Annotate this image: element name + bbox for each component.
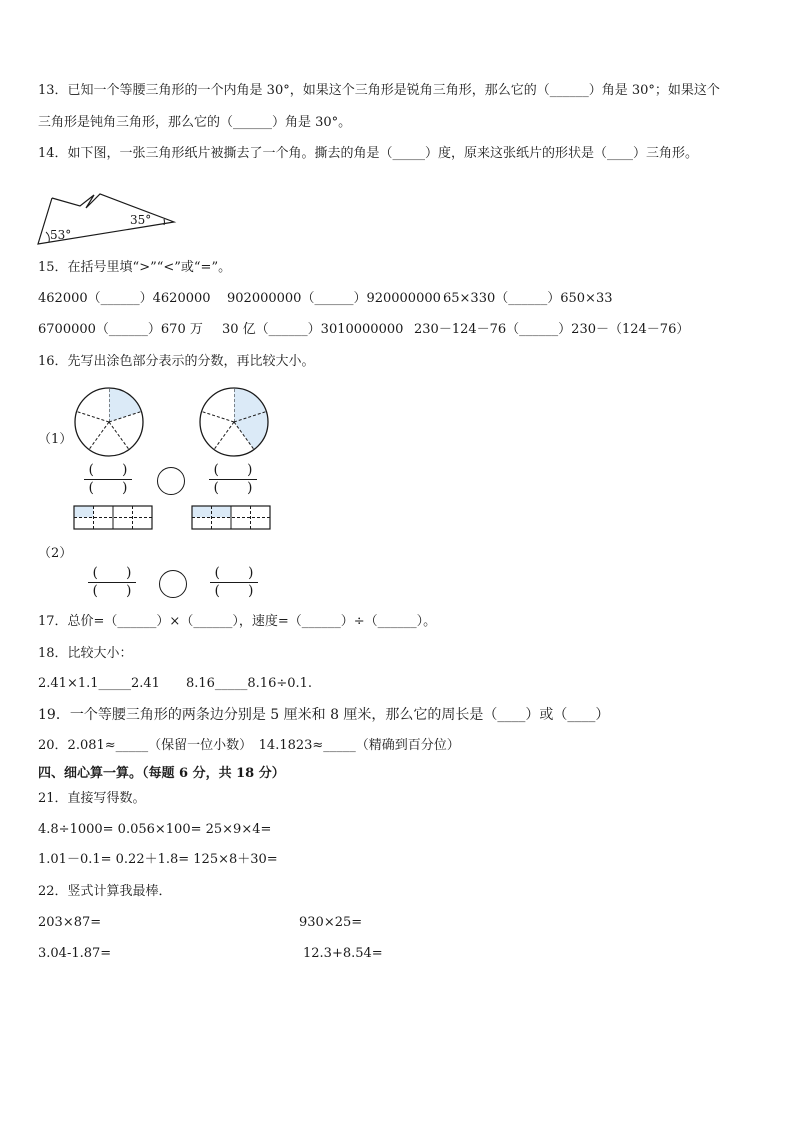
- section-4-title: 四、细心算一算。（每题 6 分，共 18 分）: [38, 766, 285, 781]
- q22-item-b: 930×25=: [299, 915, 363, 930]
- fraction-denominator: ( ): [88, 480, 128, 496]
- circle-right-figure: [197, 385, 271, 459]
- q21-row2: 1.01－0.1= 0.22＋1.8= 125×8＋30=: [38, 852, 278, 867]
- q22-item-c: 3.04-1.87=: [38, 946, 112, 961]
- fraction-denominator: ( ): [214, 583, 254, 599]
- shaded-cell: [212, 506, 232, 518]
- fraction-numerator: ( ): [84, 462, 132, 480]
- fraction-denominator: ( ): [213, 480, 253, 496]
- pie-left: [75, 388, 143, 456]
- q16-label-2: （2）: [38, 546, 73, 561]
- circle-left-figure: [72, 385, 146, 459]
- compare-circle-2[interactable]: [159, 570, 187, 598]
- rect-right-figure: [191, 505, 271, 530]
- q22-item-a: 203×87=: [38, 915, 102, 930]
- rect-right: [192, 506, 270, 529]
- q15-row1-item2: 902000000（______）920000000: [227, 291, 441, 306]
- compare-circle-1[interactable]: [157, 467, 185, 495]
- fraction-blank-2-right[interactable]: [210, 565, 258, 599]
- q15-title: 15．在括号里填“>”“<”或“=”。: [38, 260, 232, 275]
- torn-triangle-figure: [36, 190, 178, 246]
- q17-text: 17．总价=（______）×（______），速度=（______）÷（______）。: [38, 614, 437, 629]
- q13-line1: 13．已知一个等腰三角形的一个内角是 30°，如果这个三角形是锐角三角形，那么它的（______）角是 30°；如果这个: [38, 83, 720, 98]
- q21-row1: 4.8÷1000= 0.056×100= 25×9×4=: [38, 822, 272, 837]
- q16-title: 16．先写出涂色部分表示的分数，再比较大小。: [38, 354, 315, 369]
- q16-label-1: （1）: [38, 432, 73, 447]
- fraction-blank-1-left[interactable]: [84, 462, 132, 496]
- shaded-cell: [74, 506, 94, 518]
- q15-row1-item1: 462000（______）4620000: [38, 291, 211, 306]
- q15-row2-item1: 6700000（______）670 万: [38, 322, 203, 337]
- q15-row2-item2: 30 亿（______）3010000000: [222, 322, 404, 337]
- q21-title: 21．直接写得数。: [38, 791, 146, 806]
- shaded-cell: [192, 506, 212, 518]
- angle-arc-left: [46, 232, 49, 242]
- q22-item-d: 12.3+8.54=: [303, 946, 383, 961]
- q18-title: 18．比较大小：: [38, 646, 133, 661]
- q22-title: 22．竖式计算我最棒．: [38, 884, 172, 899]
- pie-right: [200, 388, 268, 456]
- q13-line2: 三角形是钝角三角形，那么它的（______）角是 30°。: [38, 115, 352, 130]
- rect-left-figure: [73, 505, 153, 530]
- q19-text: 19．一个等腰三角形的两条边分别是 5 厘米和 8 厘米，那么它的周长是（____）或（____）: [38, 707, 610, 723]
- fraction-numerator: ( ): [210, 565, 258, 583]
- fraction-denominator: ( ): [92, 583, 132, 599]
- q15-row2-item3: 230－124－76（______）230－（124－76）: [414, 322, 690, 337]
- q15-row1-item3: 65×330（______）650×33: [443, 291, 613, 306]
- q14-text: 14．如下图，一张三角形纸片被撕去了一个角。撕去的角是（_____）度，原来这张纸片的形状是（____）三角形。: [38, 146, 699, 161]
- q20-text: 20．2.081≈_____（保留一位小数） 14.1823≈_____（精确到百分位）: [38, 738, 460, 753]
- angle-label-left: 53°: [50, 228, 72, 242]
- fraction-blank-2-left[interactable]: [88, 565, 136, 599]
- fraction-blank-1-right[interactable]: [209, 462, 257, 496]
- rect-left: [74, 506, 152, 529]
- fraction-numerator: ( ): [209, 462, 257, 480]
- angle-label-right: 35°: [130, 213, 152, 227]
- q18-line: 2.41×1.1_____2.41 8.16_____8.16÷0.1.: [38, 676, 313, 691]
- fraction-numerator: ( ): [88, 565, 136, 583]
